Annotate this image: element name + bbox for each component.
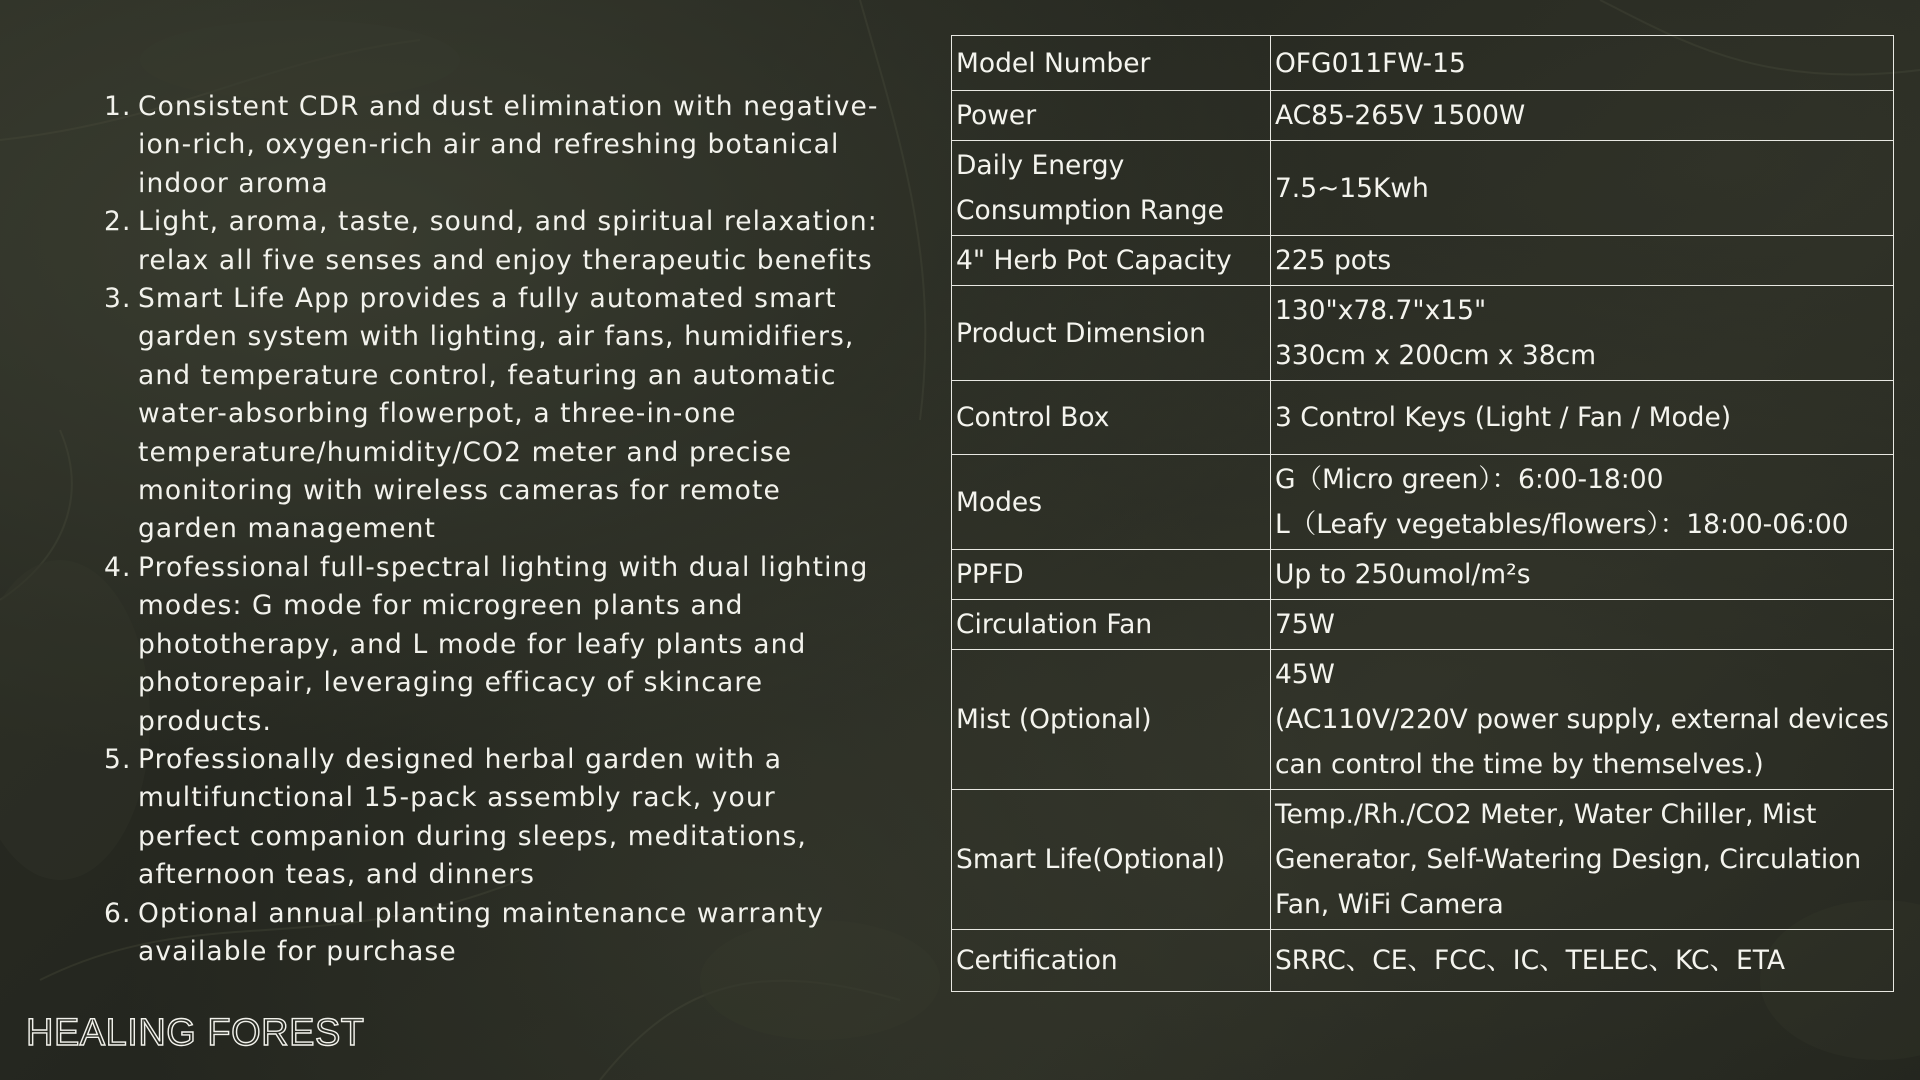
spec-label-line: Model Number [956,47,1151,79]
spec-value-line: 7.5~15Kwh [1274,172,1429,204]
spec-value-line: 45W [1274,659,1335,690]
spec-value-line: 130"x78.7"x15" [1274,295,1487,326]
spec-value [1270,790,1893,930]
spec-row [952,286,1894,381]
spec-label-line: Daily Energy [956,150,1125,181]
feature-number: 5. [104,743,132,775]
spec-label [952,141,1271,236]
spec-row [952,600,1894,650]
feature-text: Light, aroma, taste, sound, and spiritual relaxation: relax all five senses and enjoy therapeutic benefits [138,206,878,276]
spec-label-line: Power [956,100,1037,131]
feature-text: Professionally designed herbal garden with a multifunctional 15-pack assembly rack, your perfect companion during sleeps, meditations, afternoon teas, and dinners [138,743,807,891]
spec-value-line: can control the time by themselves.) [1274,749,1764,780]
spec-value [1270,236,1893,286]
spec-label [952,455,1271,550]
spec-row [952,550,1894,600]
spec-row [952,91,1894,141]
spec-value-line: 330cm x 200cm x 38cm [1274,340,1597,371]
spec-row [952,236,1894,286]
spec-value-line: (AC110V/220V power supply, external devices [1274,704,1889,735]
spec-value [1270,550,1893,600]
spec-label-line: Smart Life(Optional) [956,844,1226,875]
spec-label [952,790,1271,930]
feature-item [104,88,884,203]
feature-number: 1. [104,91,132,122]
spec-value-line: 75W [1274,609,1335,640]
spec-table [951,35,1894,992]
feature-text: Optional annual planting maintenance warranty available for purchase [138,897,825,967]
spec-label [952,36,1271,91]
feature-list [104,88,884,971]
spec-value-line: AC85-265V 1500W [1274,100,1526,131]
spec-label-line: Product Dimension [956,317,1206,349]
feature-item [104,280,884,549]
spec-label [952,550,1271,600]
spec-label [952,381,1271,455]
spec-value [1270,381,1893,455]
spec-value [1270,455,1893,550]
spec-value [1270,36,1893,91]
spec-label-line: PPFD [956,559,1024,590]
spec-value-line: G（Micro green）：6:00-18:00 [1274,464,1664,495]
spec-label-line: Control Box [956,402,1110,433]
spec-row [952,455,1894,550]
feature-text: Smart Life App provides a fully automated smart garden system with lighting, air fans, humidifiers, and temperature control, featuring an automatic water-absorbing flowerpot, a three-in-one temperature/humidity/CO2 meter and precise monitoring with wireless cameras for remote garden management [138,283,855,545]
feature-item [104,203,884,280]
spec-value [1270,141,1893,236]
feature-item [104,895,884,972]
spec-label [952,930,1271,992]
spec-row [952,790,1894,930]
feature-number: 2. [104,206,132,238]
spec-value-line: Temp./Rh./CO2 Meter, Water Chiller, Mist [1274,799,1817,830]
spec-label [952,236,1271,286]
spec-value [1270,286,1893,381]
spec-label-line: Certification [956,945,1118,976]
spec-value [1270,930,1893,992]
spec-label-line: Circulation Fan [956,609,1153,640]
spec-value-line: 225 pots [1274,245,1392,276]
spec-value-line: L（Leafy vegetables/flowers）：18:00-06:00 [1274,509,1849,540]
spec-value-line: 3 Control Keys (Light / Fan / Mode) [1274,402,1732,433]
spec-value-line: Fan, WiFi Camera [1274,889,1504,920]
feature-item [104,549,884,741]
spec-value [1270,91,1893,141]
spec-value-line: Up to 250umol/m²s [1274,559,1531,590]
spec-label [952,650,1271,790]
brand-logo: HEALING FOREST [26,1012,365,1054]
spec-label-line: 4" Herb Pot Capacity [956,245,1232,276]
spec-label-line: Consumption Range [956,195,1224,226]
spec-value [1270,650,1893,790]
spec-value [1270,600,1893,650]
spec-row [952,650,1894,790]
spec-value-line: SRRC、CE、FCC、IC、TELEC、KC、ETA [1274,945,1785,976]
spec-row [952,930,1894,992]
spec-label-line: Mist (Optional) [956,704,1152,735]
spec-row [952,141,1894,236]
spec-label [952,600,1271,650]
spec-label [952,286,1271,381]
spec-row [952,381,1894,455]
spec-label [952,91,1271,141]
feature-number: 4. [104,551,132,583]
feature-text: Consistent CDR and dust elimination with negative-ion-rich, oxygen-rich air and refreshing botanical indoor aroma [138,91,879,199]
feature-number: 6. [104,897,132,929]
feature-number: 3. [104,283,132,315]
spec-row [952,36,1894,91]
feature-item [104,741,884,895]
feature-text: Professional full-spectral lighting with dual lighting modes: G mode for microgreen plants and phototherapy, and L mode for leafy plants and photorepair, leveraging efficacy of skincare products. [138,551,869,737]
spec-table-body [952,36,1894,992]
spec-value-line: OFG011FW-15 [1274,47,1466,79]
spec-label-line: Modes [956,486,1043,518]
spec-value-line: Generator, Self-Watering Design, Circulation [1274,844,1862,875]
